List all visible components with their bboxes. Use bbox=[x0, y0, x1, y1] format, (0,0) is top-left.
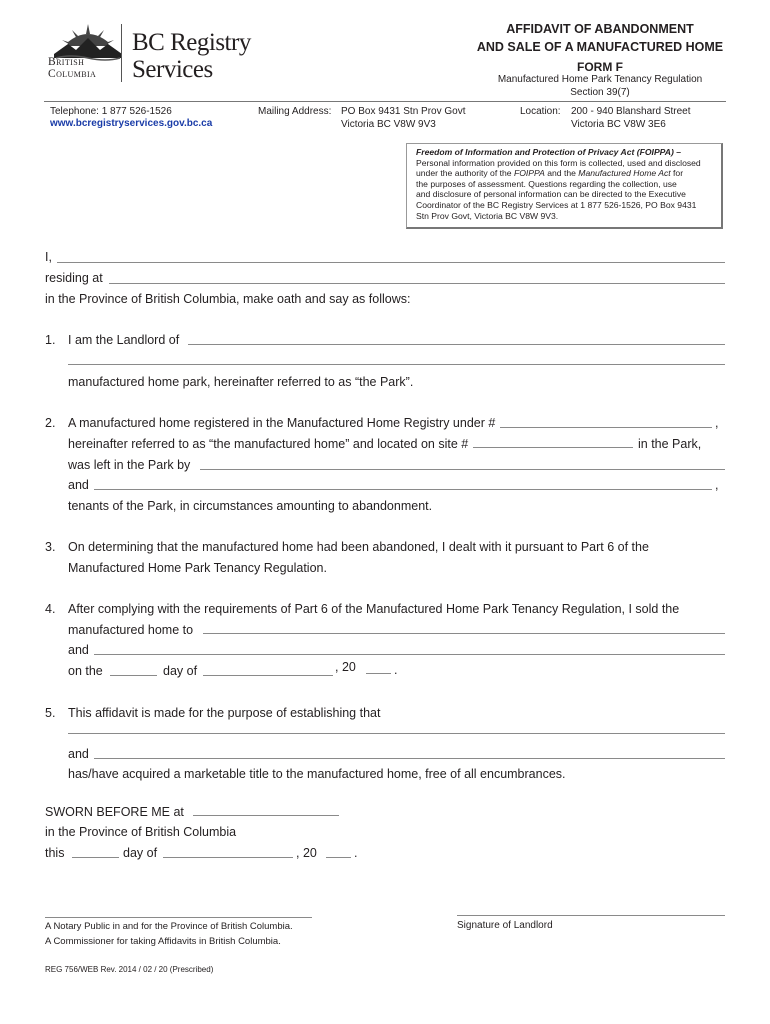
telephone: Telephone: 1 877 526-1526 bbox=[50, 106, 172, 117]
regulation-name: Manufactured Home Park Tenancy Regulation bbox=[497, 74, 703, 85]
province-statement: in the Province of British Columbia bbox=[45, 825, 237, 839]
landlord-signature-field[interactable] bbox=[457, 915, 725, 916]
logo-divider bbox=[121, 24, 122, 82]
deponent-label: I, bbox=[45, 250, 52, 264]
park-name-field-line2[interactable] bbox=[68, 364, 725, 365]
location-line1: 200 - 940 Blanshard Street bbox=[571, 106, 691, 117]
para5-line1: This affidavit is made for the purpose of establishing that bbox=[68, 706, 381, 720]
contact-rule bbox=[44, 101, 726, 102]
foippa-heading-dash: – bbox=[673, 147, 682, 157]
para4-line1: After complying with the requirements of Part 6 of the Manufactured Home Park Tenancy Regulation, I sold the bbox=[68, 602, 680, 616]
para4-on-the: on the bbox=[68, 664, 103, 678]
foippa-heading: Freedom of Information and Protection of Privacy Act (FOIPPA) bbox=[416, 147, 674, 157]
title-holder2-field[interactable] bbox=[94, 758, 725, 759]
sworn-this: this bbox=[45, 846, 65, 860]
province-name-line2: Columbia bbox=[48, 68, 97, 80]
notary-caption-line2: A Commissioner for taking Affidavits in British Columbia. bbox=[45, 936, 281, 947]
para2-number: 2. bbox=[45, 416, 56, 430]
tenant2-field[interactable] bbox=[94, 489, 712, 490]
sworn-period: . bbox=[354, 846, 358, 860]
para2-tenants: tenants of the Park, in circumstances amounting to abandonment. bbox=[68, 499, 433, 513]
para5-line3: has/have acquired a marketable title to the manufactured home, free of all encumbrances. bbox=[68, 767, 566, 781]
para2-comma: , bbox=[715, 416, 719, 430]
para4-and: and bbox=[68, 643, 89, 657]
sale-month-field[interactable] bbox=[203, 675, 333, 676]
sworn-before-me: SWORN BEFORE ME at bbox=[45, 805, 184, 819]
notary-caption-line1: A Notary Public in and for the Province of British Columbia. bbox=[45, 921, 293, 932]
para1-text2: manufactured home park, hereinafter referred to as “the Park”. bbox=[68, 375, 414, 389]
location-line2: Victoria BC V8W 3E6 bbox=[571, 119, 666, 130]
foippa-line4: and disclosure of personal information can be directed to the Executive bbox=[416, 189, 686, 200]
residing-label: residing at bbox=[45, 271, 103, 285]
buyer1-field[interactable] bbox=[203, 633, 725, 634]
para1-text: I am the Landlord of bbox=[68, 333, 180, 347]
sale-year-field[interactable] bbox=[366, 673, 391, 674]
sworn-day-field[interactable] bbox=[72, 857, 119, 858]
sworn-month-field[interactable] bbox=[163, 857, 293, 858]
location-label: Location: bbox=[520, 106, 561, 117]
sworn-year-field[interactable] bbox=[326, 857, 351, 858]
para5-number: 5. bbox=[45, 706, 56, 720]
para2-and: and bbox=[68, 478, 89, 492]
residence-field[interactable] bbox=[109, 283, 725, 284]
form-code: FORM F bbox=[577, 60, 623, 74]
tenant1-field[interactable] bbox=[200, 469, 725, 470]
para4-number: 4. bbox=[45, 602, 56, 616]
deponent-name-field[interactable] bbox=[57, 262, 725, 263]
para5-and: and bbox=[68, 747, 89, 761]
para3-number: 3. bbox=[45, 540, 56, 554]
park-name-field[interactable] bbox=[188, 344, 725, 345]
para2-left-by: was left in the Park by bbox=[68, 458, 191, 472]
para2-text: A manufactured home registered in the Manufactured Home Registry under # bbox=[68, 416, 496, 430]
para2-comma2: , bbox=[715, 478, 719, 492]
foippa-line6: Stn Prov Govt, Victoria BC V8W 9V3. bbox=[416, 210, 559, 221]
revision-footer: REG 756/WEB Rev. 2014 / 02 / 20 (Prescribed) bbox=[45, 965, 214, 974]
website-link[interactable]: www.bcregistryservices.gov.bc.ca bbox=[50, 118, 213, 129]
para4-day-of: day of bbox=[163, 664, 198, 678]
province-name-line1: British bbox=[48, 56, 85, 68]
para4-line2: manufactured home to bbox=[68, 623, 194, 637]
mailing-address-label: Mailing Address: bbox=[258, 106, 332, 117]
sworn-location-field[interactable] bbox=[193, 815, 339, 816]
para2-in-park: in the Park, bbox=[638, 437, 702, 451]
title-holder1-field[interactable] bbox=[68, 733, 725, 734]
registry-brand-line2: Services bbox=[132, 56, 213, 83]
sale-day-field[interactable] bbox=[110, 675, 157, 676]
form-title-line2: AND SALE OF A MANUFACTURED HOME bbox=[476, 40, 724, 54]
bc-government-logo bbox=[46, 20, 126, 82]
registry-number-field[interactable] bbox=[500, 427, 712, 428]
form-title-line1: AFFIDAVIT OF ABANDONMENT bbox=[506, 22, 694, 36]
buyer2-field[interactable] bbox=[94, 654, 725, 655]
para2-line2: hereinafter referred to as “the manufactured home” and located on site # bbox=[68, 437, 469, 451]
regulation-section: Section 39(7) bbox=[570, 87, 630, 98]
para3-line2: Manufactured Home Park Tenancy Regulation. bbox=[68, 561, 327, 575]
para3-line1: On determining that the manufactured home had been abandoned, I dealt with it pursuant to Part 6 of the bbox=[68, 540, 649, 554]
foippa-line5: Coordinator of the BC Registry Services at 1 877 526-1526, PO Box 9431 bbox=[416, 199, 697, 210]
para4-period: . bbox=[394, 663, 398, 677]
landlord-signature-caption: Signature of Landlord bbox=[457, 920, 553, 931]
para1-number: 1. bbox=[45, 333, 56, 347]
mailing-address-line2: Victoria BC V8W 9V3 bbox=[341, 119, 436, 130]
notary-signature-field[interactable] bbox=[45, 917, 312, 918]
sworn-comma-20: , 20 bbox=[296, 846, 317, 860]
mailing-address-line1: PO Box 9431 Stn Prov Govt bbox=[341, 106, 466, 117]
registry-brand-line1: BC Registry bbox=[132, 29, 251, 56]
site-number-field[interactable] bbox=[473, 447, 633, 448]
sworn-day-of: day of bbox=[123, 846, 158, 860]
foippa-notice bbox=[406, 143, 723, 229]
foippa-line1: Personal information provided on this form is collected, used and disclosed bbox=[416, 157, 701, 168]
foippa-line3: the purposes of assessment. Questions regarding the collection, use bbox=[416, 178, 677, 189]
para4-comma-20: , 20 bbox=[335, 660, 356, 674]
foippa-line2: under the authority of the FOIPPA and the Manufactured Home Act for bbox=[416, 168, 684, 179]
oath-statement: in the Province of British Columbia, make oath and say as follows: bbox=[45, 292, 411, 306]
